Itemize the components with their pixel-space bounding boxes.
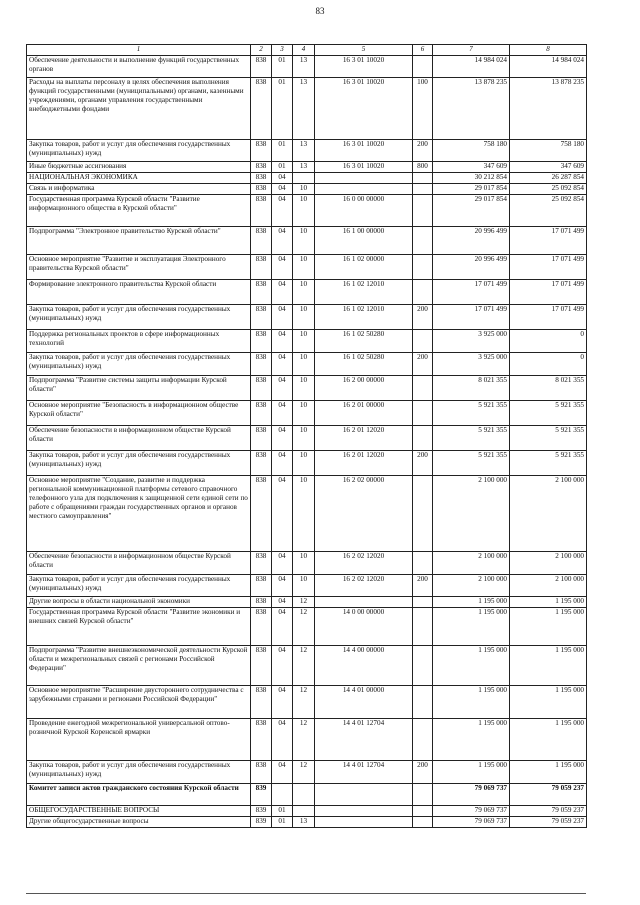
table-row (27, 255, 587, 280)
expense-type-code (413, 552, 433, 575)
section-code: 04 (272, 575, 293, 597)
item-name: Государственная программа Курской области "Развитие информационного общества в Курской области" (27, 195, 251, 227)
section-code: 01 (272, 78, 293, 140)
expense-type-code (413, 784, 433, 806)
table-row (27, 353, 587, 376)
item-name: Связь и информатика (27, 184, 251, 195)
subsection-code: 10 (293, 195, 315, 227)
page-number: 83 (315, 6, 325, 16)
table-row (27, 451, 587, 476)
column-number: 2 (251, 45, 272, 56)
subsection-code: 10 (293, 552, 315, 575)
item-name: ОБЩЕГОСУДАРСТВЕННЫЕ ВОПРОСЫ (27, 806, 251, 817)
amount-year-2: 1 195 000 (510, 761, 587, 784)
table-row (27, 376, 587, 401)
expense-type-code (413, 608, 433, 646)
table-row (27, 184, 587, 195)
item-name: Основное мероприятие "Создание, развитие и поддержка региональной коммуникационной платформы сетевого справочного телефонного узла для подключения к защищенной сети единой сети по работе с обращениями граждан государственных органов и органов местного самоуправления" (27, 476, 251, 552)
amount-year-1: 30 212 854 (433, 173, 510, 184)
amount-year-2: 8 021 355 (510, 376, 587, 401)
expense-type-code: 200 (413, 575, 433, 597)
table-row (27, 552, 587, 575)
item-name: Закупка товаров, работ и услуг для обеспечения государственных (муниципальных) нужд (27, 761, 251, 784)
ministry-code: 838 (251, 552, 272, 575)
section-code: 04 (272, 597, 293, 608)
section-code: 04 (272, 719, 293, 761)
target-item-code: 16 2 02 00000 (315, 476, 413, 552)
section-code: 04 (272, 646, 293, 686)
ministry-code: 838 (251, 353, 272, 376)
target-item-code: 16 2 02 12020 (315, 552, 413, 575)
target-item-code: 16 0 00 00000 (315, 195, 413, 227)
ministry-code: 838 (251, 56, 272, 78)
target-item-code (315, 817, 413, 828)
amount-year-2: 2 100 000 (510, 552, 587, 575)
amount-year-2: 25 092 854 (510, 195, 587, 227)
expense-type-code: 200 (413, 353, 433, 376)
target-item-code: 14 4 01 12704 (315, 761, 413, 784)
ministry-code: 838 (251, 597, 272, 608)
expense-type-code (413, 255, 433, 280)
section-code: 04 (272, 330, 293, 353)
table-row (27, 719, 587, 761)
section-code: 01 (272, 806, 293, 817)
item-name: НАЦИОНАЛЬНАЯ ЭКОНОМИКА (27, 173, 251, 184)
section-code: 01 (272, 140, 293, 162)
ministry-code: 838 (251, 476, 272, 552)
column-number: 3 (272, 45, 293, 56)
section-code: 04 (272, 376, 293, 401)
item-name: Расходы на выплаты персоналу в целях обеспечения выполнения функций государственными (муниципальными) органами, казенными учреждениями, органами управления государственными внебюджетными фондами (27, 78, 251, 140)
ministry-code: 838 (251, 255, 272, 280)
table-row (27, 227, 587, 255)
item-name: Подпрограмма "Электронное правительство Курской области" (27, 227, 251, 255)
amount-year-2: 14 984 024 (510, 56, 587, 78)
expense-type-code (413, 376, 433, 401)
column-number: 1 (27, 45, 251, 56)
ministry-code: 838 (251, 761, 272, 784)
section-code: 04 (272, 184, 293, 195)
amount-year-1: 13 878 235 (433, 78, 510, 140)
expense-type-code (413, 817, 433, 828)
target-item-code: 16 1 02 12010 (315, 305, 413, 330)
subsection-code (293, 173, 315, 184)
amount-year-2: 347 609 (510, 162, 587, 173)
expense-type-code (413, 227, 433, 255)
section-code: 04 (272, 173, 293, 184)
ministry-code: 838 (251, 162, 272, 173)
column-number-row (27, 45, 587, 56)
item-name: Основное мероприятие "Безопасность в информационном обществе Курской области" (27, 401, 251, 426)
amount-year-1: 2 100 000 (433, 575, 510, 597)
expense-type-code: 800 (413, 162, 433, 173)
column-number: 8 (510, 45, 587, 56)
ministry-code: 838 (251, 305, 272, 330)
subsection-code: 13 (293, 817, 315, 828)
expense-type-code: 200 (413, 140, 433, 162)
amount-year-2: 79 059 237 (510, 806, 587, 817)
target-item-code: 14 0 00 00000 (315, 608, 413, 646)
column-number: 7 (433, 45, 510, 56)
item-name: Комитет записи актов гражданского состояния Курской области (27, 784, 251, 806)
target-item-code: 14 4 00 00000 (315, 646, 413, 686)
item-name: Обеспечение безопасности в информационном обществе Курской области (27, 426, 251, 451)
expense-type-code (413, 426, 433, 451)
amount-year-2: 1 195 000 (510, 608, 587, 646)
amount-year-2: 13 878 235 (510, 78, 587, 140)
target-item-code (315, 784, 413, 806)
table-row (27, 280, 587, 305)
ministry-code: 838 (251, 686, 272, 719)
target-item-code: 16 1 02 12010 (315, 280, 413, 305)
amount-year-1: 79 069 737 (433, 806, 510, 817)
amount-year-2: 25 092 854 (510, 184, 587, 195)
amount-year-2: 26 287 854 (510, 173, 587, 184)
section-code: 04 (272, 353, 293, 376)
amount-year-1: 79 069 737 (433, 784, 510, 806)
subsection-code: 12 (293, 719, 315, 761)
table-row (27, 56, 587, 78)
budget-table (26, 44, 587, 828)
target-item-code (315, 806, 413, 817)
subsection-code: 10 (293, 330, 315, 353)
subsection-code (293, 784, 315, 806)
subsection-code: 12 (293, 597, 315, 608)
table-row (27, 195, 587, 227)
ministry-code: 838 (251, 140, 272, 162)
item-name: Проведение ежегодной межрегиональной универсальной оптово-розничной Курской Коренской ярмарки (27, 719, 251, 761)
target-item-code (315, 597, 413, 608)
table-row (27, 305, 587, 330)
column-number: 4 (293, 45, 315, 56)
target-item-code: 16 3 01 10020 (315, 78, 413, 140)
table-row (27, 686, 587, 719)
subsection-code: 10 (293, 184, 315, 195)
amount-year-2: 17 071 499 (510, 227, 587, 255)
amount-year-1: 3 925 000 (433, 330, 510, 353)
amount-year-1: 347 609 (433, 162, 510, 173)
section-code: 04 (272, 761, 293, 784)
item-name: Другие общегосударственные вопросы (27, 817, 251, 828)
amount-year-2: 2 100 000 (510, 575, 587, 597)
item-name: Основное мероприятие "Развитие и эксплуатация Электронного правительства Курской области" (27, 255, 251, 280)
section-code: 04 (272, 227, 293, 255)
target-item-code: 16 2 01 00000 (315, 401, 413, 426)
subsection-code (293, 806, 315, 817)
amount-year-2: 758 180 (510, 140, 587, 162)
target-item-code (315, 173, 413, 184)
amount-year-1: 20 996 499 (433, 227, 510, 255)
amount-year-1: 1 195 000 (433, 608, 510, 646)
amount-year-1: 1 195 000 (433, 686, 510, 719)
amount-year-2: 1 195 000 (510, 686, 587, 719)
expense-type-code (413, 195, 433, 227)
ministry-code: 838 (251, 330, 272, 353)
section-code (272, 784, 293, 806)
subsection-code: 10 (293, 227, 315, 255)
amount-year-1: 5 921 355 (433, 401, 510, 426)
expense-type-code: 100 (413, 78, 433, 140)
amount-year-2: 0 (510, 353, 587, 376)
amount-year-2: 79 059 237 (510, 784, 587, 806)
target-item-code: 16 2 02 12020 (315, 575, 413, 597)
ministry-code: 838 (251, 719, 272, 761)
section-code: 04 (272, 552, 293, 575)
amount-year-1: 1 195 000 (433, 646, 510, 686)
table-row (27, 162, 587, 173)
amount-year-2: 17 071 499 (510, 280, 587, 305)
amount-year-1: 5 921 355 (433, 451, 510, 476)
subsection-code: 10 (293, 305, 315, 330)
target-item-code: 16 1 00 00000 (315, 227, 413, 255)
table-row (27, 806, 587, 817)
expense-type-code (413, 646, 433, 686)
subsection-code: 10 (293, 476, 315, 552)
amount-year-1: 1 195 000 (433, 597, 510, 608)
amount-year-1: 17 071 499 (433, 280, 510, 305)
item-name: Формирование электронного правительства Курской области (27, 280, 251, 305)
ministry-code: 839 (251, 806, 272, 817)
ministry-code: 838 (251, 646, 272, 686)
amount-year-1: 29 017 854 (433, 184, 510, 195)
amount-year-1: 8 021 355 (433, 376, 510, 401)
subsection-code: 12 (293, 761, 315, 784)
amount-year-1: 17 071 499 (433, 305, 510, 330)
subsection-code: 10 (293, 451, 315, 476)
section-code: 01 (272, 817, 293, 828)
target-item-code: 16 3 01 10020 (315, 56, 413, 78)
amount-year-1: 1 195 000 (433, 719, 510, 761)
table-row (27, 817, 587, 828)
section-code: 04 (272, 255, 293, 280)
item-name: Обеспечение деятельности и выполнение функций государственных органов (27, 56, 251, 78)
subsection-code: 10 (293, 255, 315, 280)
table-row (27, 575, 587, 597)
section-code: 04 (272, 280, 293, 305)
section-code: 01 (272, 162, 293, 173)
subsection-code: 10 (293, 401, 315, 426)
target-item-code: 16 2 01 12020 (315, 451, 413, 476)
expense-type-code (413, 56, 433, 78)
item-name: Другие вопросы в области национальной экономики (27, 597, 251, 608)
expense-type-code (413, 401, 433, 426)
target-item-code: 16 2 00 00000 (315, 376, 413, 401)
target-item-code: 16 2 01 12020 (315, 426, 413, 451)
amount-year-2: 5 921 355 (510, 401, 587, 426)
amount-year-2: 2 100 000 (510, 476, 587, 552)
ministry-code: 839 (251, 784, 272, 806)
expense-type-code (413, 184, 433, 195)
amount-year-2: 79 059 237 (510, 817, 587, 828)
ministry-code: 838 (251, 173, 272, 184)
subsection-code: 12 (293, 646, 315, 686)
column-number: 6 (413, 45, 433, 56)
target-item-code: 16 1 02 50280 (315, 353, 413, 376)
ministry-code: 839 (251, 817, 272, 828)
ministry-code: 838 (251, 376, 272, 401)
subsection-code: 12 (293, 686, 315, 719)
section-code: 04 (272, 476, 293, 552)
subsection-code: 10 (293, 376, 315, 401)
table-row (27, 140, 587, 162)
subsection-code: 10 (293, 353, 315, 376)
expense-type-code (413, 280, 433, 305)
subsection-code: 10 (293, 426, 315, 451)
item-name: Закупка товаров, работ и услуг для обеспечения государственных (муниципальных) нужд (27, 305, 251, 330)
table-row (27, 426, 587, 451)
target-item-code: 16 1 02 00000 (315, 255, 413, 280)
amount-year-1: 5 921 355 (433, 426, 510, 451)
expense-type-code (413, 476, 433, 552)
ministry-code: 838 (251, 195, 272, 227)
amount-year-2: 17 071 499 (510, 305, 587, 330)
amount-year-2: 5 921 355 (510, 451, 587, 476)
subsection-code: 10 (293, 575, 315, 597)
item-name: Основное мероприятие "Расширение двустороннего сотрудничества с зарубежными странами и регионами Российской Федерации" (27, 686, 251, 719)
column-number: 5 (315, 45, 413, 56)
amount-year-2: 1 195 000 (510, 597, 587, 608)
subsection-code: 13 (293, 162, 315, 173)
expense-type-code (413, 686, 433, 719)
item-name: Поддержка региональных проектов в сфере информационных технологий (27, 330, 251, 353)
ministry-code: 838 (251, 184, 272, 195)
amount-year-1: 758 180 (433, 140, 510, 162)
amount-year-2: 17 071 499 (510, 255, 587, 280)
section-code: 04 (272, 195, 293, 227)
target-item-code: 16 3 01 10020 (315, 140, 413, 162)
expense-type-code: 200 (413, 761, 433, 784)
amount-year-1: 29 017 854 (433, 195, 510, 227)
target-item-code (315, 184, 413, 195)
amount-year-1: 14 984 024 (433, 56, 510, 78)
section-code: 01 (272, 56, 293, 78)
section-code: 04 (272, 451, 293, 476)
amount-year-2: 1 195 000 (510, 719, 587, 761)
item-name: Государственная программа Курской области "Развитие экономики и внешних связей Курской области" (27, 608, 251, 646)
target-item-code: 16 1 02 50280 (315, 330, 413, 353)
expense-type-code (413, 806, 433, 817)
ministry-code: 838 (251, 608, 272, 646)
item-name: Закупка товаров, работ и услуг для обеспечения государственных (муниципальных) нужд (27, 140, 251, 162)
ministry-code: 838 (251, 451, 272, 476)
amount-year-1: 2 100 000 (433, 476, 510, 552)
ministry-code: 838 (251, 426, 272, 451)
bottom-rule (26, 893, 586, 894)
section-code: 04 (272, 608, 293, 646)
expense-type-code (413, 597, 433, 608)
amount-year-2: 0 (510, 330, 587, 353)
subsection-code: 13 (293, 140, 315, 162)
section-code: 04 (272, 426, 293, 451)
amount-year-1: 20 996 499 (433, 255, 510, 280)
expense-type-code (413, 719, 433, 761)
table-row (27, 597, 587, 608)
ministry-code: 838 (251, 227, 272, 255)
amount-year-1: 3 925 000 (433, 353, 510, 376)
section-code: 04 (272, 401, 293, 426)
section-code: 04 (272, 305, 293, 330)
ministry-code: 838 (251, 78, 272, 140)
ministry-code: 838 (251, 575, 272, 597)
table-row (27, 476, 587, 552)
target-item-code: 16 3 01 10020 (315, 162, 413, 173)
section-code: 04 (272, 686, 293, 719)
amount-year-2: 1 195 000 (510, 646, 587, 686)
target-item-code: 14 4 01 00000 (315, 686, 413, 719)
amount-year-2: 5 921 355 (510, 426, 587, 451)
amount-year-1: 2 100 000 (433, 552, 510, 575)
expense-type-code: 200 (413, 305, 433, 330)
table-row (27, 330, 587, 353)
item-name: Закупка товаров, работ и услуг для обеспечения государственных (муниципальных) нужд (27, 575, 251, 597)
expense-type-code: 200 (413, 451, 433, 476)
table-row (27, 608, 587, 646)
expense-type-code (413, 173, 433, 184)
table-row (27, 401, 587, 426)
item-name: Иные бюджетные ассигнования (27, 162, 251, 173)
item-name: Закупка товаров, работ и услуг для обеспечения государственных (муниципальных) нужд (27, 451, 251, 476)
target-item-code: 14 4 01 12704 (315, 719, 413, 761)
item-name: Обеспечение безопасности в информационном обществе Курской области (27, 552, 251, 575)
table-row (27, 173, 587, 184)
subsection-code: 10 (293, 280, 315, 305)
item-name: Подпрограмма "Развитие системы защиты информации Курской области" (27, 376, 251, 401)
amount-year-1: 1 195 000 (433, 761, 510, 784)
item-name: Закупка товаров, работ и услуг для обеспечения государственных (муниципальных) нужд (27, 353, 251, 376)
ministry-code: 838 (251, 280, 272, 305)
table-row (27, 784, 587, 806)
item-name: Подпрограмма "Развитие внешнеэкономической деятельности Курской области и межрегиональных связей с регионами Российской Федерации" (27, 646, 251, 686)
subsection-code: 13 (293, 56, 315, 78)
table-row (27, 646, 587, 686)
table-row (27, 78, 587, 140)
subsection-code: 13 (293, 78, 315, 140)
subsection-code: 12 (293, 608, 315, 646)
amount-year-1: 79 069 737 (433, 817, 510, 828)
table-row (27, 761, 587, 784)
expense-type-code (413, 330, 433, 353)
ministry-code: 838 (251, 401, 272, 426)
